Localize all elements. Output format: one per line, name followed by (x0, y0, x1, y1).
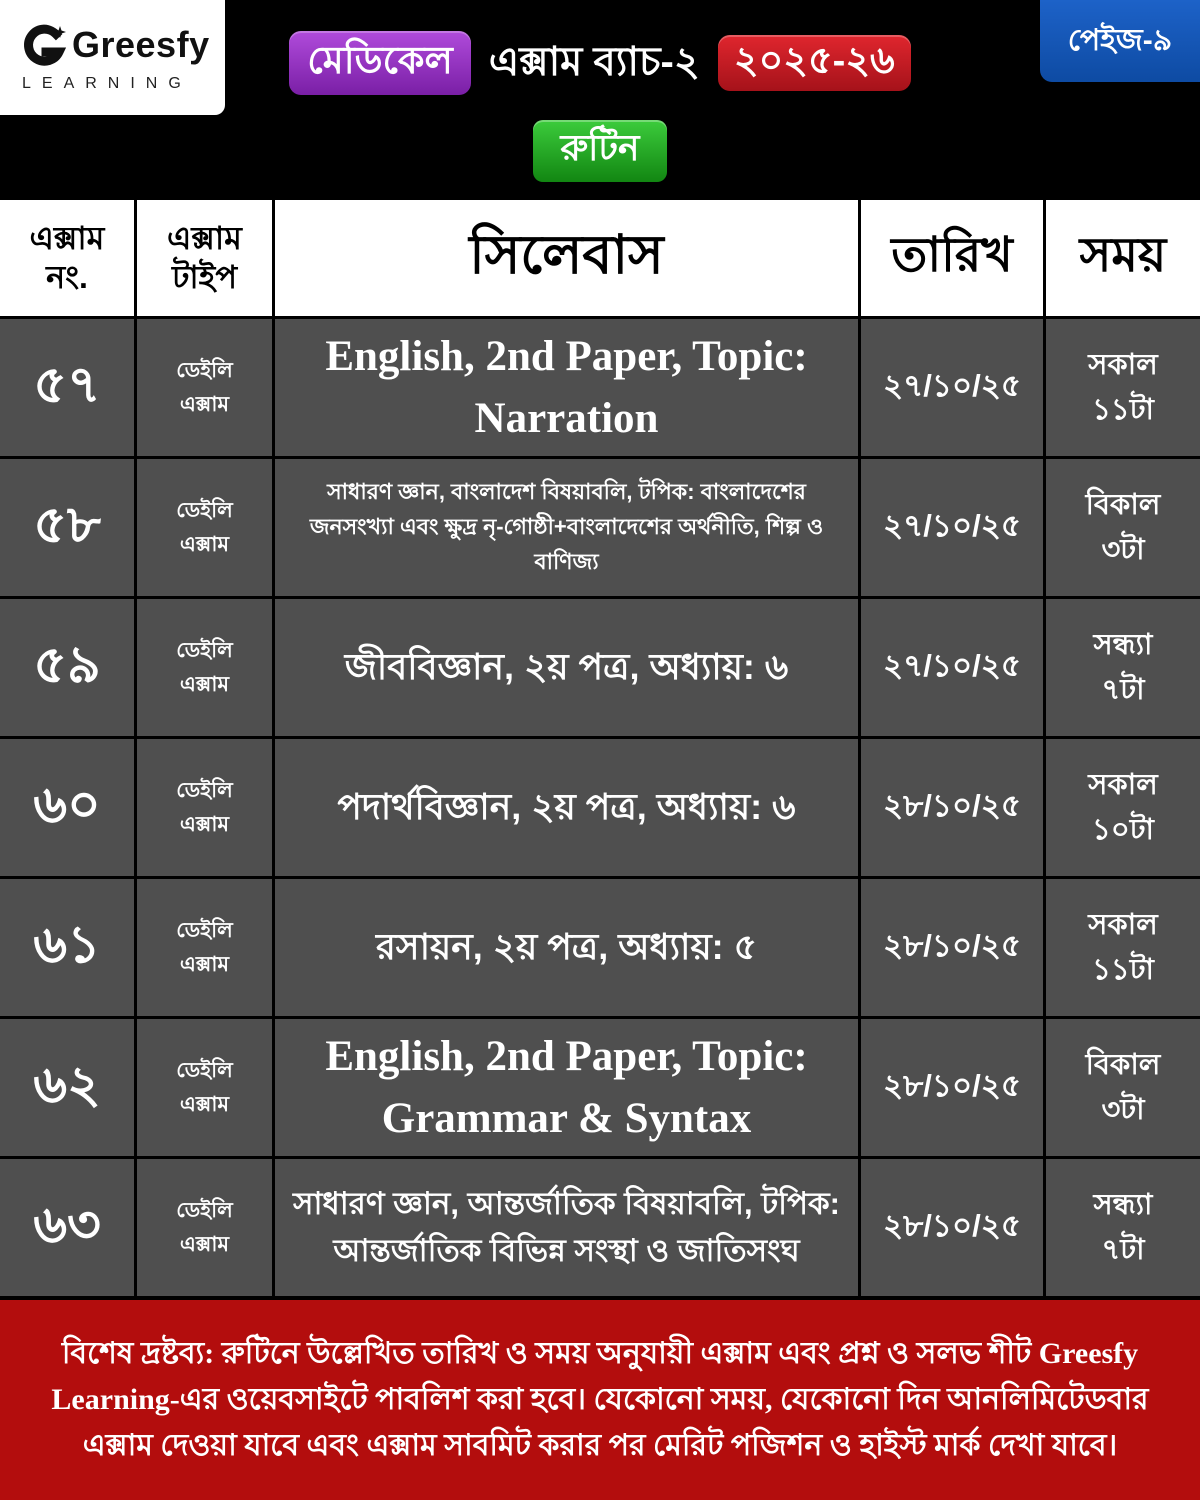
syllabus: সাধারণ জ্ঞান, বাংলাদেশ বিষয়াবলি, টপিক: বাংলাদেশের জনসংখ্যা এবং ক্ষুদ্র নৃ-গোষ্ঠী+বাংলাদেশের অর্থনীতি, শিল্প ও বাণিজ্য (275, 459, 858, 596)
routine-badge: রুটিন (533, 120, 667, 182)
table-row (0, 1159, 1200, 1296)
exam-type: ডেইলি এক্সাম (137, 879, 272, 1016)
exam-date: ২৭/১০/২৫ (861, 319, 1043, 456)
exam-date: ২৮/১০/২৫ (861, 1159, 1043, 1296)
table-row (0, 459, 1200, 596)
brand-tagline: LEARNING (22, 75, 192, 92)
exam-time: বিকাল ৩টা (1046, 459, 1200, 596)
brand-name: Greesfy (72, 24, 210, 65)
syllabus: রসায়ন, ২য় পত্র, অধ্যায়: ৫ (275, 879, 858, 1016)
exam-type: ডেইলি এক্সাম (137, 739, 272, 876)
exam-number: ৬১ (0, 879, 134, 1016)
session-badge: ২০২৫-২৬ (718, 35, 911, 91)
column-header-exam-no: এক্সাম নং. (0, 200, 134, 316)
exam-time: বিকাল ৩টা (1046, 1019, 1200, 1156)
exam-number: ৫৭ (0, 319, 134, 456)
exam-time: সকাল ১১টা (1046, 319, 1200, 456)
syllabus: জীববিজ্ঞান, ২য় পত্র, অধ্যায়: ৬ (275, 599, 858, 736)
syllabus: সাধারণ জ্ঞান, আন্তর্জাতিক বিষয়াবলি, টপিক: আন্তর্জাতিক বিভিন্ন সংস্থা ও জাতিসংঘ (275, 1159, 858, 1296)
exam-type: ডেইলি এক্সাম (137, 459, 272, 596)
exam-time: সকাল ১১টা (1046, 879, 1200, 1016)
footer-note (0, 1300, 1200, 1500)
syllabus: পদার্থবিজ্ঞান, ২য় পত্র, অধ্যায়: ৬ (275, 739, 858, 876)
category-badge: মেডিকেল (289, 31, 471, 95)
exam-type: ডেইলি এক্সাম (137, 1019, 272, 1156)
table-row (0, 319, 1200, 456)
exam-type: ডেইলি এক্সাম (137, 1159, 272, 1296)
exam-number: ৬৩ (0, 1159, 134, 1296)
batch-title: এক্সাম ব্যাচ-২ (488, 39, 700, 84)
exam-type: ডেইলি এক্সাম (137, 599, 272, 736)
exam-number: ৬২ (0, 1019, 134, 1156)
syllabus: English, 2nd Paper, Topic: Grammar & Syntax (275, 1019, 858, 1156)
exam-date: ২৭/১০/২৫ (861, 599, 1043, 736)
page-number-badge: পেইজ-৯ (1040, 0, 1200, 82)
routine-table (0, 200, 1200, 1296)
exam-time: সন্ধ্যা ৭টা (1046, 599, 1200, 736)
exam-date: ২৮/১০/২৫ (861, 1019, 1043, 1156)
table-row (0, 1019, 1200, 1156)
table-row (0, 739, 1200, 876)
exam-number: ৫৯ (0, 599, 134, 736)
column-header-time: সময় (1046, 200, 1200, 316)
column-header-syllabus: সিলেবাস (275, 200, 858, 316)
exam-number: ৬০ (0, 739, 134, 876)
exam-number: ৫৮ (0, 459, 134, 596)
table-header-row (0, 200, 1200, 316)
exam-time: সকাল ১০টা (1046, 739, 1200, 876)
table-row (0, 599, 1200, 736)
syllabus: English, 2nd Paper, Topic: Narration (275, 319, 858, 456)
exam-time: সন্ধ্যা ৭টা (1046, 1159, 1200, 1296)
column-header-exam-type: এক্সাম টাইপ (137, 200, 272, 316)
exam-date: ২৮/১০/২৫ (861, 739, 1043, 876)
title-row (0, 30, 1200, 96)
exam-date: ২৮/১০/২৫ (861, 879, 1043, 1016)
exam-date: ২৭/১০/২৫ (861, 459, 1043, 596)
column-header-date: তারিখ (861, 200, 1043, 316)
special-note-text: বিশেষ দ্রষ্টব্য: রুটিনে উল্লেখিত তারিখ ও সময় অনুযায়ী এক্সাম এবং প্রশ্ন ও সলভ শীট Greesfy Learning-এর ওয়েবসাইটে পাবলিশ করা হবে। যেকোনো সময়, যেকোনো দিন আনলিমিটেডবার এক্সাম দেওয়া যাবে এবং এক্সাম সাবমিট করার পর মেরিট পজিশন ও হাইস্ট মার্ক দেখা যাবে। (51, 1337, 1149, 1462)
exam-type: ডেইলি এক্সাম (137, 319, 272, 456)
table-row (0, 879, 1200, 1016)
